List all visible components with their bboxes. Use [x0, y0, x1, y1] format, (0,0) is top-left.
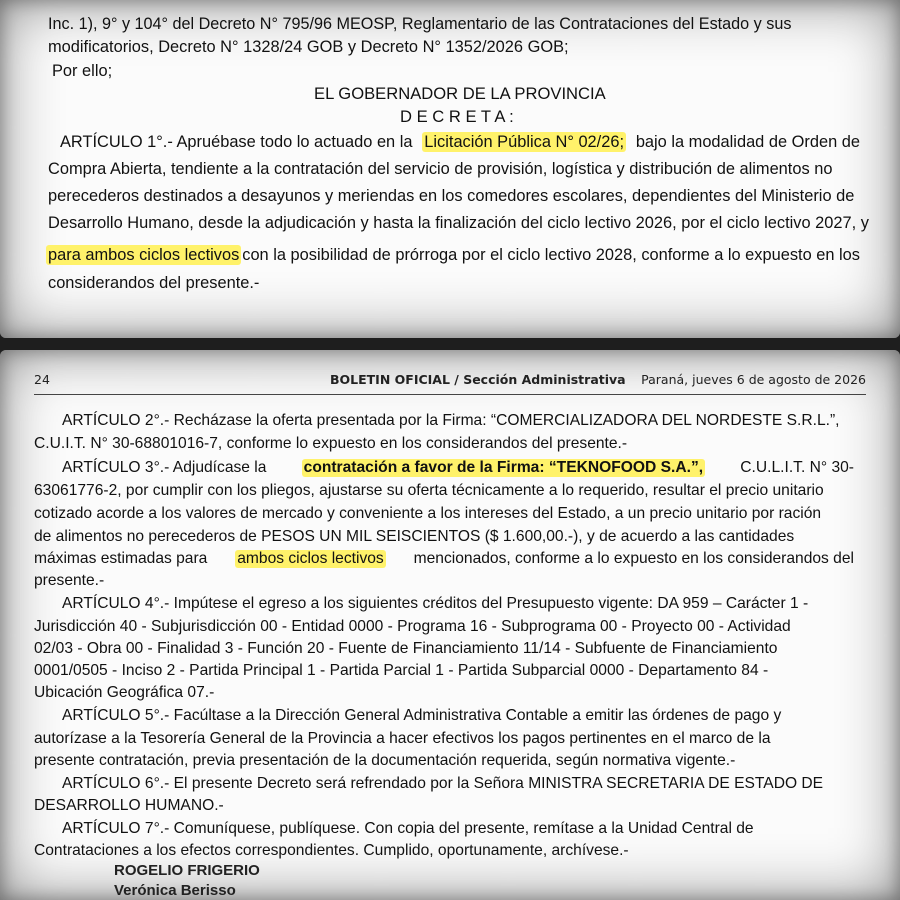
publication-title: BOLETIN OFICIAL / Sección Administrativa — [330, 372, 626, 387]
document-page-lower — [0, 350, 900, 900]
article-1-line: considerandos del presente.- — [48, 274, 260, 292]
article-2-line: ARTÍCULO 2°.- Recházase la oferta presentada por la Firma: “COMERCIALIZADORA DEL NORDESTE S.R.L.”, — [62, 412, 840, 429]
highlight-licitacion: Licitación Pública N° 02/26; — [424, 133, 625, 151]
publication-date: Paraná, jueves 6 de agosto de 2026 — [641, 372, 866, 387]
decree-authority-title: EL GOBERNADOR DE LA PROVINCIA — [314, 84, 606, 103]
article-4-line: ARTÍCULO 4°.- Impútese el egreso a los siguientes créditos del Presupuesto vigente: DA 959 – Carácter 1 - — [62, 595, 809, 612]
article-2-line: C.U.I.T. N° 30-68801016-7, conforme lo expuesto en los considerandos del presente.- — [34, 435, 628, 452]
article-3-line: ARTÍCULO 3°.- Adjudícase la contratación a favor de la Firma: “TEKNOFOOD S.A.”, C.U.L.I.T. N° 30- — [62, 459, 854, 476]
article-3-line: máximas estimadas para ambos ciclos lectivos mencionados, conforme a lo expuesto en los considerandos del — [34, 550, 854, 567]
highlight-teknofood: contratación a favor de la Firma: “TEKNOFOOD S.A.”, — [303, 459, 704, 476]
article-3-line: 63061776-2, por cumplir con los pliegos, ajustarse su oferta técnicamente a lo requerido, resultar el precio unitario — [34, 482, 824, 499]
article-4-line: 02/03 - Obra 00 - Finalidad 3 - Función 20 - Fuente de Financiamiento 11/14 - Subfuente de Financiamiento — [34, 640, 778, 657]
article-1-line: Compra Abierta, tendiente a la contratación del servicio de provisión, logística y distribución de alimentos no — [48, 160, 833, 178]
decreta-heading: D E C R E T A : — [400, 107, 514, 126]
article-5-line: autorízase a la Tesorería General de la Provincia a hacer efectivos los pagos pertinentes en el marco de la — [34, 730, 771, 747]
article-3-line: presente.- — [34, 572, 105, 589]
article-5-line: ARTÍCULO 5°.- Facúltase a la Dirección General Administrativa Contable a emitir las órdenes de pago y — [62, 707, 782, 724]
article-7-line: Contrataciones a los efectos correspondientes. Cumplido, oportunamente, archívese.- — [34, 842, 629, 859]
article-4-line: 0001/0505 - Inciso 2 - Partida Principal 1 - Partida Parcial 1 - Partida Subparcial 0000 - Departamento 84 - — [34, 662, 769, 679]
signer-governor: ROGELIO FRIGERIO — [114, 862, 260, 879]
article-1-line: perecederos destinados a desayunos y meriendas en los comedores escolares, dependientes del Ministerio de — [48, 187, 855, 205]
article-3-line: de alimentos no perecederos de PESOS UN MIL SEISCIENTOS ($ 1.600,00.-), y de acuerdo a las cantidades — [34, 528, 795, 545]
article-3-line: cotizado acorde a los valores de mercado y conveniente a los intereses del Estado, a un precio unitario por ración — [34, 505, 822, 522]
article-1-line: Desarrollo Humano, desde la adjudicación y hasta la finalización del ciclo lectivo 2026, por el ciclo lectivo 2027, y — [48, 214, 869, 232]
article-1-line: ARTÍCULO 1°.- Apruébase todo lo actuado en la Licitación Pública N° 02/26; bajo la modalidad de Orden de — [60, 133, 860, 151]
article-4-line: Ubicación Geográfica 07.- — [34, 684, 215, 701]
highlight-ciclos: para ambos ciclos lectivos — [48, 246, 240, 264]
article-7-line: ARTÍCULO 7°.- Comuníquese, publíquese. Con copia del presente, remítase a la Unidad Central de — [62, 820, 754, 837]
article-6-line: ARTÍCULO 6°.- El presente Decreto será refrendado por la Señora MINISTRA SECRETARIA DE ESTADO DE — [62, 775, 824, 792]
article-4-line: Jurisdicción 40 - Subjurisdicción 00 - Entidad 0000 - Programa 16 - Subprograma 00 - Proyecto 00 - Actividad — [34, 618, 791, 635]
page-number: 24 — [34, 372, 50, 387]
article-5-line: presente contratación, previa presentación de la documentación requerida, según normativa vigente.- — [34, 752, 736, 769]
header-divider — [34, 394, 866, 395]
text-line: Inc. 1), 9° y 104° del Decreto N° 795/96 MEOSP, Reglamentario de las Contrataciones del Estado y sus — [48, 15, 792, 33]
article-6-line: DESARROLLO HUMANO.- — [34, 797, 224, 814]
signer-minister: Verónica Berisso — [114, 882, 236, 899]
page-header — [34, 372, 866, 390]
highlight-ciclos-2: ambos ciclos lectivos — [237, 550, 384, 567]
text-line: Por ello; — [52, 62, 113, 80]
document-page-upper — [0, 0, 900, 338]
text-line: modificatorios, Decreto N° 1328/24 GOB y Decreto N° 1352/2026 GOB; — [48, 38, 569, 56]
article-1-line: para ambos ciclos lectivos con la posibilidad de prórroga por el ciclo lectivo 2028, conforme a lo expuesto en los — [48, 246, 860, 264]
